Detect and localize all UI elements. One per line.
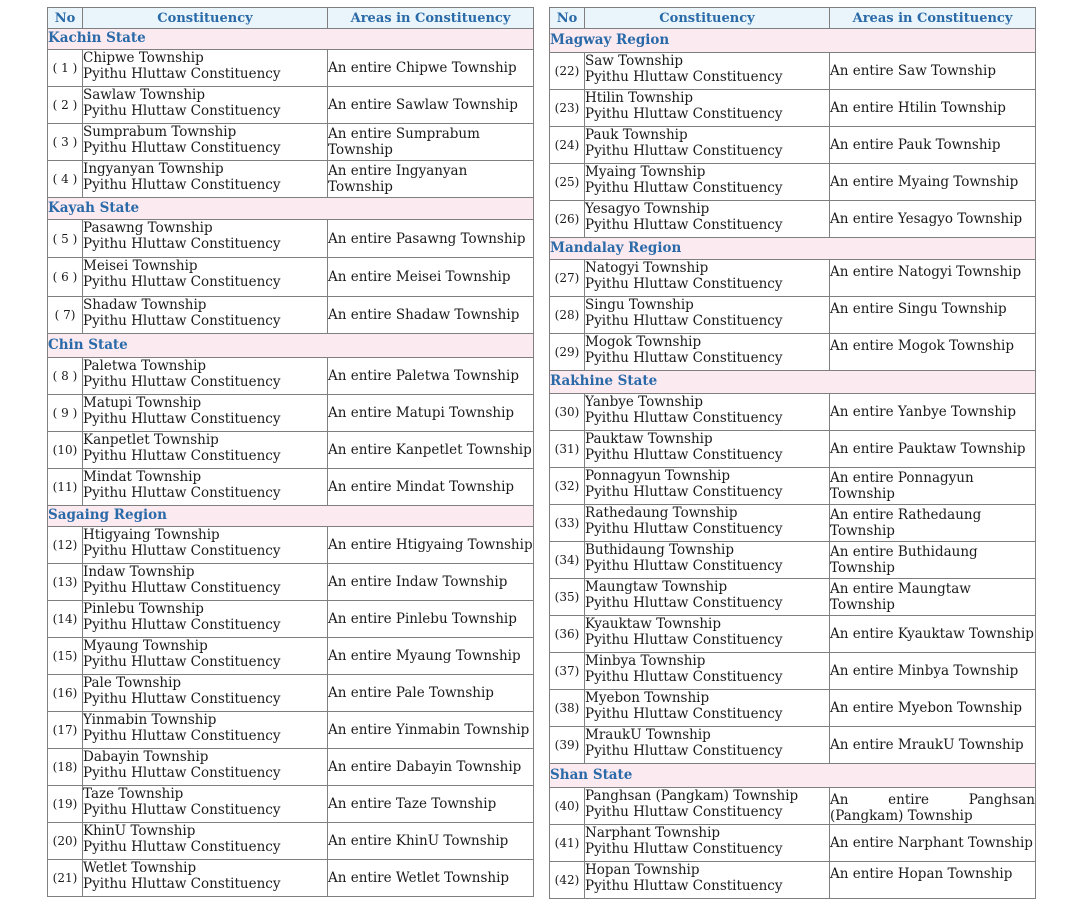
constituency-cell xyxy=(83,601,328,638)
constituency-body: Pyithu Hluttaw Constituency xyxy=(83,313,281,329)
township-name: Sawlaw Township xyxy=(83,87,205,103)
areas-column-header: Areas in Constituency xyxy=(830,8,1036,29)
constituency-body: Pyithu Hluttaw Constituency xyxy=(585,632,783,648)
row-number: (37) xyxy=(550,653,585,690)
table-row xyxy=(48,432,534,469)
area-description: An entire Myebon Township xyxy=(830,690,1036,727)
table-row xyxy=(550,542,1036,579)
constituency-body: Pyithu Hluttaw Constituency xyxy=(585,106,783,122)
constituency-body: Pyithu Hluttaw Constituency xyxy=(83,177,281,193)
constituency-cell xyxy=(83,638,328,675)
area-description: An entire Ingyanyan Township xyxy=(328,161,534,198)
township-name: Dabayin Township xyxy=(83,749,209,765)
row-number: (20) xyxy=(48,823,83,860)
section-row xyxy=(48,334,534,358)
constituency-body: Pyithu Hluttaw Constituency xyxy=(585,410,783,426)
constituency-body: Pyithu Hluttaw Constituency xyxy=(585,484,783,500)
table-row xyxy=(48,87,534,124)
township-name: Pauktaw Township xyxy=(585,431,713,447)
township-name: Ingyanyan Township xyxy=(83,161,224,177)
table-row xyxy=(550,616,1036,653)
table-row xyxy=(550,53,1036,90)
table-row xyxy=(550,653,1036,690)
constituency-body: Pyithu Hluttaw Constituency xyxy=(585,804,783,820)
area-description: An entire Wetlet Township xyxy=(328,860,534,897)
constituency-body: Pyithu Hluttaw Constituency xyxy=(83,543,281,559)
row-number: (10) xyxy=(48,432,83,469)
township-name: Yinmabin Township xyxy=(83,712,217,728)
table-row xyxy=(48,749,534,786)
township-name: Yanbye Township xyxy=(585,394,704,410)
row-number: (13) xyxy=(48,564,83,601)
area-description: An entire Ponnagyun Township xyxy=(830,468,1036,505)
constituency-body: Pyithu Hluttaw Constituency xyxy=(585,69,783,85)
constituency-cell xyxy=(585,788,830,825)
constituency-cell xyxy=(585,653,830,690)
section-title: Kayah State xyxy=(48,198,534,220)
township-name: Paletwa Township xyxy=(83,358,207,374)
constituency-cell xyxy=(83,258,328,297)
township-name: Rathedaung Township xyxy=(585,505,738,521)
township-name: Yesagyo Township xyxy=(585,201,710,217)
constituency-cell xyxy=(83,675,328,712)
area-description: An entire Natogyi Township xyxy=(830,260,1036,297)
township-name: Wetlet Township xyxy=(83,860,197,876)
area-description: An entire Myaung Township xyxy=(328,638,534,675)
row-number: (35) xyxy=(550,579,585,616)
constituency-cell xyxy=(585,542,830,579)
constituency-body: Pyithu Hluttaw Constituency xyxy=(585,217,783,233)
constituency-body: Pyithu Hluttaw Constituency xyxy=(83,66,281,82)
table-row xyxy=(48,786,534,823)
constituency-body: Pyithu Hluttaw Constituency xyxy=(83,876,281,892)
areas-column-header: Areas in Constituency xyxy=(328,8,534,29)
section-title: Rakhine State xyxy=(550,371,1036,394)
constituency-cell xyxy=(83,712,328,749)
constituency-cell xyxy=(585,431,830,468)
table-row xyxy=(550,788,1036,825)
constituency-body: Pyithu Hluttaw Constituency xyxy=(83,236,281,252)
area-description: An entire Htilin Township xyxy=(830,90,1036,127)
row-number: (36) xyxy=(550,616,585,653)
table-row xyxy=(48,860,534,897)
constituency-body: Pyithu Hluttaw Constituency xyxy=(585,706,783,722)
table-row xyxy=(48,527,534,564)
constituency-body: Pyithu Hluttaw Constituency xyxy=(585,447,783,463)
left-table-body xyxy=(48,29,534,897)
table-row xyxy=(48,712,534,749)
area-description: An entire Yanbye Township xyxy=(830,394,1036,431)
row-number: ( 6 ) xyxy=(48,258,83,297)
area-description: An entire Pinlebu Township xyxy=(328,601,534,638)
row-number: ( 7) xyxy=(48,297,83,334)
row-number: (15) xyxy=(48,638,83,675)
area-description: An entire Hopan Township xyxy=(830,862,1036,899)
row-number: (40) xyxy=(550,788,585,825)
township-name: Mindat Township xyxy=(83,469,202,485)
constituency-cell xyxy=(585,297,830,334)
constituency-body: Pyithu Hluttaw Constituency xyxy=(585,743,783,759)
row-number: (41) xyxy=(550,825,585,862)
table-row xyxy=(550,505,1036,542)
constituency-body: Pyithu Hluttaw Constituency xyxy=(83,654,281,670)
constituency-cell xyxy=(585,505,830,542)
constituency-cell xyxy=(83,124,328,161)
constituency-cell xyxy=(585,468,830,505)
constituency-body: Pyithu Hluttaw Constituency xyxy=(585,521,783,537)
row-number: ( 2 ) xyxy=(48,87,83,124)
constituency-cell xyxy=(83,297,328,334)
row-number: ( 4 ) xyxy=(48,161,83,198)
table-row xyxy=(48,220,534,258)
constituency-cell xyxy=(83,564,328,601)
table-row xyxy=(550,394,1036,431)
area-description: An entire Maungtaw Township xyxy=(830,579,1036,616)
township-name: MraukU Township xyxy=(585,727,711,743)
township-name: Shadaw Township xyxy=(83,297,207,313)
constituency-cell xyxy=(585,727,830,764)
constituency-body: Pyithu Hluttaw Constituency xyxy=(83,374,281,390)
constituency-body: Pyithu Hluttaw Constituency xyxy=(585,313,783,329)
constituency-cell xyxy=(585,127,830,164)
section-title: Mandalay Region xyxy=(550,238,1036,260)
township-name: Myaung Township xyxy=(83,638,208,654)
table-row xyxy=(48,469,534,506)
constituency-cell xyxy=(585,53,830,90)
row-number: (11) xyxy=(48,469,83,506)
area-description: An entire Panghsan (Pangkam) Township xyxy=(830,788,1036,825)
constituency-cell xyxy=(585,260,830,297)
constituency-body: Pyithu Hluttaw Constituency xyxy=(83,580,281,596)
table-row xyxy=(550,468,1036,505)
area-description: An entire Buthidaung Township xyxy=(830,542,1036,579)
row-number: (33) xyxy=(550,505,585,542)
constituency-body: Pyithu Hluttaw Constituency xyxy=(83,485,281,501)
table-row xyxy=(550,334,1036,371)
constituency-body: Pyithu Hluttaw Constituency xyxy=(585,180,783,196)
table-row xyxy=(48,675,534,712)
table-row xyxy=(48,601,534,638)
row-number: (22) xyxy=(550,53,585,90)
area-description: An entire Meisei Township xyxy=(328,258,534,297)
constituency-body: Pyithu Hluttaw Constituency xyxy=(585,276,783,292)
constituency-cell xyxy=(585,334,830,371)
township-name: Saw Township xyxy=(585,53,684,69)
township-name: Htigyaing Township xyxy=(83,527,220,543)
header-row xyxy=(550,8,1036,29)
section-title: Sagaing Region xyxy=(48,506,534,527)
area-description: An entire Singu Township xyxy=(830,297,1036,334)
row-number: (23) xyxy=(550,90,585,127)
area-description: An entire Minbya Township xyxy=(830,653,1036,690)
township-name: Panghsan (Pangkam) Township xyxy=(585,788,799,804)
row-number: (30) xyxy=(550,394,585,431)
area-description: An entire Pale Township xyxy=(328,675,534,712)
township-name: Sumprabum Township xyxy=(83,124,237,140)
section-row xyxy=(48,198,534,220)
left-constituency-table xyxy=(47,7,534,897)
constituency-body: Pyithu Hluttaw Constituency xyxy=(585,350,783,366)
township-name: Ponnagyun Township xyxy=(585,468,730,484)
area-description: An entire Saw Township xyxy=(830,53,1036,90)
constituency-cell xyxy=(83,749,328,786)
table-row xyxy=(550,862,1036,899)
township-name: Mogok Township xyxy=(585,334,702,350)
section-title: Shan State xyxy=(550,764,1036,788)
constituency-column-header: Constituency xyxy=(83,8,328,29)
area-description: An entire Kanpetlet Township xyxy=(328,432,534,469)
area-description: An entire MraukU Township xyxy=(830,727,1036,764)
row-number: (12) xyxy=(48,527,83,564)
township-name: Narphant Township xyxy=(585,825,721,841)
township-name: Chipwe Township xyxy=(83,50,204,66)
constituency-cell xyxy=(83,860,328,897)
township-name: Pale Township xyxy=(83,675,182,691)
area-description: An entire Mogok Township xyxy=(830,334,1036,371)
section-row xyxy=(550,371,1036,394)
row-number: (19) xyxy=(48,786,83,823)
area-description: An entire Yinmabin Township xyxy=(328,712,534,749)
township-name: Pasawng Township xyxy=(83,220,213,236)
row-number: (21) xyxy=(48,860,83,897)
constituency-body: Pyithu Hluttaw Constituency xyxy=(83,448,281,464)
row-number: (29) xyxy=(550,334,585,371)
area-description: An entire Myaing Township xyxy=(830,164,1036,201)
row-number: (34) xyxy=(550,542,585,579)
constituency-body: Pyithu Hluttaw Constituency xyxy=(585,595,783,611)
area-description: An entire Dabayin Township xyxy=(328,749,534,786)
row-number: (17) xyxy=(48,712,83,749)
constituency-cell xyxy=(83,50,328,87)
row-number: ( 1 ) xyxy=(48,50,83,87)
constituency-body: Pyithu Hluttaw Constituency xyxy=(83,617,281,633)
township-name: Myebon Township xyxy=(585,690,710,706)
constituency-body: Pyithu Hluttaw Constituency xyxy=(83,274,281,290)
area-description: An entire Rathedaung Township xyxy=(830,505,1036,542)
area-description: An entire Taze Township xyxy=(328,786,534,823)
area-description: An entire Pauktaw Township xyxy=(830,431,1036,468)
township-name: Matupi Township xyxy=(83,395,202,411)
table-row xyxy=(48,358,534,395)
township-name: Htilin Township xyxy=(585,90,694,106)
section-title: Kachin State xyxy=(48,29,534,50)
table-row xyxy=(550,825,1036,862)
township-name: Minbya Township xyxy=(585,653,706,669)
row-number: ( 5 ) xyxy=(48,220,83,258)
area-description: An entire Sumprabum Township xyxy=(328,124,534,161)
section-row xyxy=(550,764,1036,788)
constituency-cell xyxy=(83,823,328,860)
township-name: Natogyi Township xyxy=(585,260,709,276)
row-number: (38) xyxy=(550,690,585,727)
section-row xyxy=(550,29,1036,53)
constituency-body: Pyithu Hluttaw Constituency xyxy=(83,691,281,707)
constituency-body: Pyithu Hluttaw Constituency xyxy=(585,878,783,894)
table-row xyxy=(550,579,1036,616)
table-row xyxy=(48,823,534,860)
township-name: Kyauktaw Township xyxy=(585,616,722,632)
area-description: An entire Pasawng Township xyxy=(328,220,534,258)
constituency-cell xyxy=(83,87,328,124)
constituency-cell xyxy=(83,786,328,823)
area-description: An entire KhinU Township xyxy=(328,823,534,860)
row-number: ( 3 ) xyxy=(48,124,83,161)
right-constituency-table xyxy=(549,7,1036,899)
constituency-body: Pyithu Hluttaw Constituency xyxy=(83,103,281,119)
township-name: Pinlebu Township xyxy=(83,601,204,617)
constituency-cell xyxy=(83,527,328,564)
constituency-cell xyxy=(585,616,830,653)
table-row xyxy=(550,127,1036,164)
area-description: An entire Paletwa Township xyxy=(328,358,534,395)
township-name: Pauk Township xyxy=(585,127,688,143)
area-description: An entire Narphant Township xyxy=(830,825,1036,862)
area-description: An entire Chipwe Township xyxy=(328,50,534,87)
constituency-body: Pyithu Hluttaw Constituency xyxy=(585,558,783,574)
row-number: (25) xyxy=(550,164,585,201)
table-row xyxy=(550,90,1036,127)
township-name: KhinU Township xyxy=(83,823,196,839)
township-name: Taze Township xyxy=(83,786,184,802)
section-row xyxy=(48,506,534,527)
no-column-header: No xyxy=(550,8,585,29)
constituency-cell xyxy=(585,579,830,616)
row-number: (26) xyxy=(550,201,585,238)
constituency-body: Pyithu Hluttaw Constituency xyxy=(585,669,783,685)
row-number: (39) xyxy=(550,727,585,764)
row-number: (14) xyxy=(48,601,83,638)
township-name: Singu Township xyxy=(585,297,694,313)
area-description: An entire Yesagyo Township xyxy=(830,201,1036,238)
table-row xyxy=(550,201,1036,238)
table-row xyxy=(48,564,534,601)
township-name: Buthidaung Township xyxy=(585,542,734,558)
township-name: Kanpetlet Township xyxy=(83,432,219,448)
area-description: An entire Htigyaing Township xyxy=(328,527,534,564)
township-name: Hopan Township xyxy=(585,862,700,878)
area-description: An entire Matupi Township xyxy=(328,395,534,432)
row-number: (42) xyxy=(550,862,585,899)
area-description: An entire Kyauktaw Township xyxy=(830,616,1036,653)
constituency-cell xyxy=(83,469,328,506)
table-row xyxy=(48,395,534,432)
section-title: Chin State xyxy=(48,334,534,358)
constituency-cell xyxy=(83,432,328,469)
area-description: An entire Shadaw Township xyxy=(328,297,534,334)
right-table-body xyxy=(550,29,1036,899)
constituency-body: Pyithu Hluttaw Constituency xyxy=(585,143,783,159)
table-row xyxy=(48,161,534,198)
constituency-cell xyxy=(585,394,830,431)
section-row xyxy=(48,29,534,50)
table-row xyxy=(48,638,534,675)
table-row xyxy=(48,124,534,161)
constituency-cell xyxy=(585,90,830,127)
table-row xyxy=(550,727,1036,764)
constituency-cell xyxy=(83,220,328,258)
table-row xyxy=(48,258,534,297)
constituency-cell xyxy=(83,161,328,198)
constituency-column-header: Constituency xyxy=(585,8,830,29)
constituency-body: Pyithu Hluttaw Constituency xyxy=(585,841,783,857)
township-name: Myaing Township xyxy=(585,164,706,180)
area-description: An entire Pauk Township xyxy=(830,127,1036,164)
row-number: (28) xyxy=(550,297,585,334)
section-title: Magway Region xyxy=(550,29,1036,53)
constituency-cell xyxy=(585,862,830,899)
header-row xyxy=(48,8,534,29)
table-row xyxy=(48,50,534,87)
table-row xyxy=(550,431,1036,468)
table-row xyxy=(550,164,1036,201)
row-number: ( 9 ) xyxy=(48,395,83,432)
table-row xyxy=(48,297,534,334)
constituency-body: Pyithu Hluttaw Constituency xyxy=(83,140,281,156)
table-row xyxy=(550,260,1036,297)
row-number: (16) xyxy=(48,675,83,712)
row-number: (32) xyxy=(550,468,585,505)
section-row xyxy=(550,238,1036,260)
township-name: Meisei Township xyxy=(83,258,198,274)
row-number: (18) xyxy=(48,749,83,786)
constituency-cell xyxy=(585,164,830,201)
area-description: An entire Sawlaw Township xyxy=(328,87,534,124)
area-description: An entire Indaw Township xyxy=(328,564,534,601)
constituency-cell xyxy=(585,825,830,862)
constituency-cell xyxy=(83,358,328,395)
area-description: An entire Mindat Township xyxy=(328,469,534,506)
row-number: (24) xyxy=(550,127,585,164)
constituency-body: Pyithu Hluttaw Constituency xyxy=(83,728,281,744)
table-row xyxy=(550,297,1036,334)
constituency-cell xyxy=(585,201,830,238)
township-name: Indaw Township xyxy=(83,564,195,580)
constituency-cell xyxy=(585,690,830,727)
table-row xyxy=(550,690,1036,727)
constituency-body: Pyithu Hluttaw Constituency xyxy=(83,411,281,427)
row-number: ( 8 ) xyxy=(48,358,83,395)
row-number: (27) xyxy=(550,260,585,297)
township-name: Maungtaw Township xyxy=(585,579,728,595)
constituency-body: Pyithu Hluttaw Constituency xyxy=(83,839,281,855)
no-column-header: No xyxy=(48,8,83,29)
row-number: (31) xyxy=(550,431,585,468)
constituency-body: Pyithu Hluttaw Constituency xyxy=(83,765,281,781)
constituency-cell xyxy=(83,395,328,432)
constituency-body: Pyithu Hluttaw Constituency xyxy=(83,802,281,818)
